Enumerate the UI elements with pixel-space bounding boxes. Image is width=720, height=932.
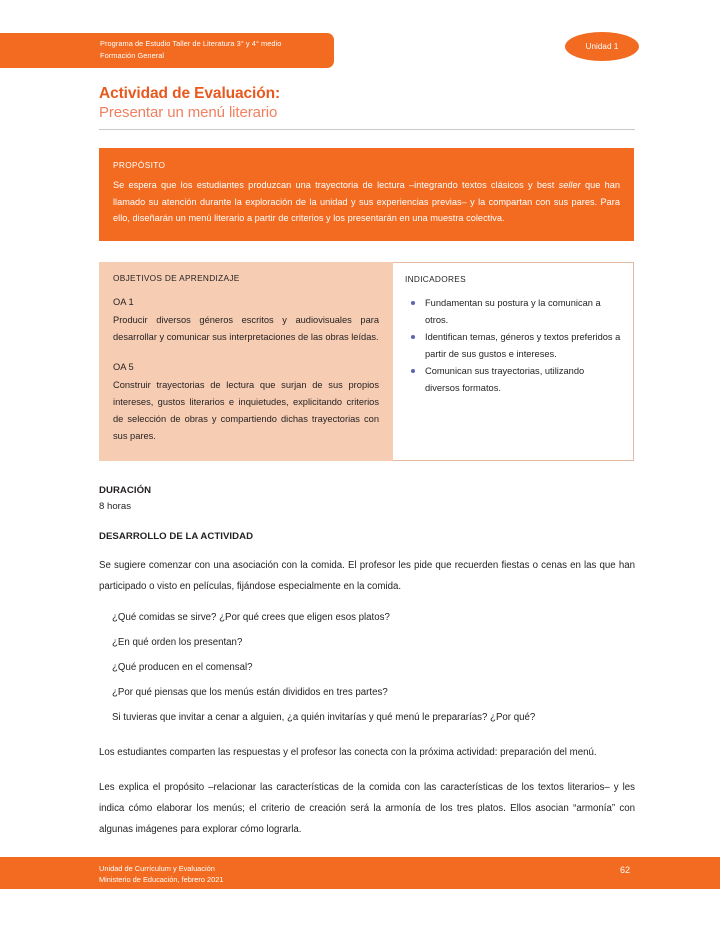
bullet-icon [411,369,415,373]
development-label: DESARROLLO DE LA ACTIVIDAD [99,531,254,542]
development-paragraph-2: Los estudiantes comparten las respuestas y el profesor las conecta con la próxima actividad: preparación del menú. [99,747,597,758]
page-title-sub: Presentar un menú literario [99,104,278,121]
footer-line-2: Ministerio de Educación, febrero 2021 [99,875,224,884]
unit-badge: Unidad 1 [565,32,639,61]
indicators-list [405,295,621,397]
proposito-label: PROPÓSITO [113,160,166,170]
page-title [99,84,635,130]
list-item [405,295,621,329]
objective-code: OA 1 [113,297,134,307]
proposito-text-part1: Se espera que los estudiantes produzcan una trayectoria de lectura –integrando textos clásicos y best [113,180,559,190]
development-intro-paragraph: Se sugiere comenzar con una asociación con la comida. El profesor les pide que recuerden fiestas o cenas en las que han participado o visto en películas, fijándose especialmente en la comida. [99,560,635,592]
list-item [405,329,621,363]
footer-text [99,863,223,885]
page-number: 62 [620,865,631,875]
footer-line-1: Unidad de Currículum y Evaluación [99,864,215,873]
objective-item [113,294,379,346]
page-title-main: Actividad de Evaluación: [99,85,281,102]
list-item: ¿Qué comidas se sirve? ¿Por qué crees que eligen esos platos? [112,612,390,623]
objective-code: OA 5 [113,362,134,372]
indicator-text: Identifican temas, géneros y textos preferidos a partir de sus gustos e intereses. [425,332,621,359]
objective-text: Producir diversos géneros escritos y audiovisuales para desarrollar y comunicar sus interpretaciones de las obras leídas. [113,315,379,342]
list-item [405,363,621,397]
objectives-indicators-panel [99,262,634,461]
list-item: ¿Qué producen en el comensal? [112,662,253,673]
title-divider [99,129,635,130]
program-header-banner [0,33,334,68]
bullet-icon [411,301,415,305]
proposito-panel [99,148,634,241]
proposito-text [113,177,620,227]
objectives-label: OBJETIVOS DE APRENDIZAJE [113,273,240,283]
duration-value: 8 horas [99,501,131,512]
objectives-column [99,262,393,461]
proposito-text-part2: que han llamado su atención durante la exploración de la unidad y sus experiencias previas– y la compartan con sus pares. Para ello, diseñarán un menú literario a partir de criterios y los presentarán en una muestra colectiva. [113,180,620,223]
activity-body [99,483,635,840]
indicators-label: INDICADORES [405,274,466,284]
indicators-column [393,262,634,461]
objective-item [113,359,379,445]
question-list [99,607,635,728]
program-title-line-2: Formación General [100,50,165,60]
list-item: ¿En qué orden los presentan? [112,637,243,648]
development-paragraph-3: Les explica el propósito –relacionar las características de la comida con las características de los textos literarios– y les indica cómo elaborar los menús; el criterio de creación será la armonía de los tres platos. Ellos asocian “armonía” con algunas imágenes para explorar cómo lograrla. [99,782,635,835]
bullet-icon [411,335,415,339]
list-item: Si tuvieras que invitar a cenar a alguien, ¿a quién invitarías y qué menú le prepararías? ¿Por qué? [112,712,536,723]
indicator-text: Fundamentan su postura y la comunican a otros. [425,298,601,325]
proposito-text-italic: seller [558,180,581,190]
indicator-text: Comunican sus trayectorias, utilizando diversos formatos. [425,366,585,393]
objective-text: Construir trayectorias de lectura que surjan de sus propios intereses, gustos literarios e inquietudes, explicitando criterios de selección de obras y compartiendo dichas trayectorias con sus pares. [113,380,379,441]
program-title-line-1: Programa de Estudio Taller de Literatura 3° y 4° medio [100,39,282,48]
list-item: ¿Por qué piensas que los menús están divididos en tres partes? [112,687,388,698]
duration-label: DURACIÓN [99,485,152,496]
